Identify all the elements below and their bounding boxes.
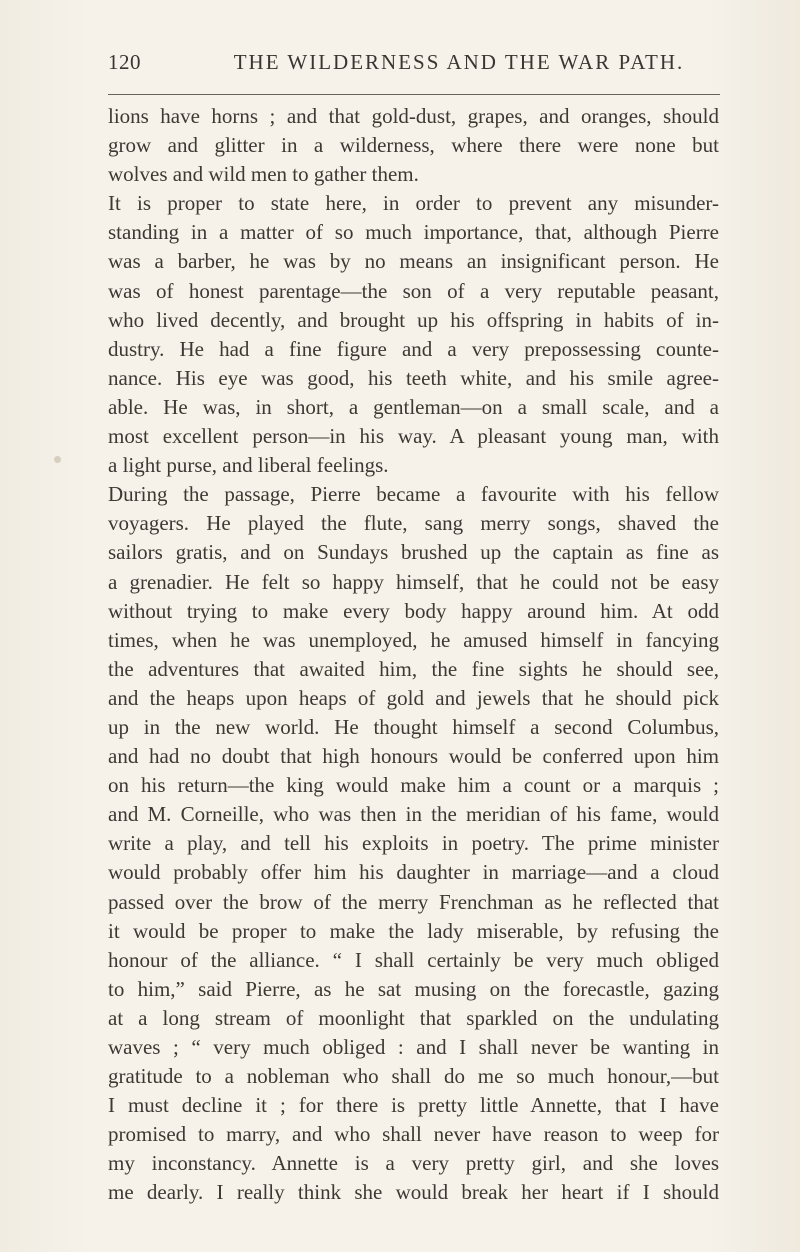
text-line: times, when he was unemployed, he amused himself in fancying [108, 627, 719, 652]
text-line: to him,” said Pierre, as he sat musing on the forecastle, gazing [108, 976, 719, 1001]
text-line: and had no doubt that high honours would be conferred upon him [108, 744, 719, 769]
text-line: honour of the alliance. “ I shall certainly be very much obliged [108, 947, 719, 972]
text-line: lions have horns ; and that gold-dust, grapes, and oranges, should [108, 104, 719, 128]
text-line: my inconstancy. Annette is a very pretty girl, and she loves [108, 1151, 719, 1176]
text-line: waves ; “ very much obliged : and I shall never be wanting in [108, 1035, 719, 1059]
text-line: promised to marry, and who shall never have reason to weep for [108, 1122, 719, 1147]
text-line: nance. His eye was good, his teeth white, and his smile agree- [108, 365, 719, 390]
text-line: a light purse, and liberal feelings. [108, 453, 389, 478]
text-line: able. He was, in short, a gentleman—on a small scale, and a [108, 394, 719, 419]
text-line: voyagers. He played the flute, sang merry songs, shaved the [108, 511, 719, 536]
text-line: wolves and wild men to gather them. [108, 162, 419, 187]
text-line: most excellent person—in his way. A pleasant young man, with [108, 424, 719, 449]
text-line: passed over the brow of the merry Frenchman as he reflected that [108, 889, 719, 914]
header-rule [108, 94, 720, 95]
page-header [108, 50, 720, 90]
text-line: sailors gratis, and on Sundays brushed up the captain as fine as [108, 540, 719, 565]
text-line: at a long stream of moonlight that sparkled on the undulating [108, 1005, 719, 1030]
text-line: was of honest parentage—the son of a very reputable peasant, [108, 278, 719, 303]
page-number: 120 [108, 50, 141, 74]
text-line: It is proper to state here, in order to prevent any misunder- [108, 191, 719, 216]
text-line: without trying to make every body happy around him. At odd [108, 598, 719, 623]
text-line: gratitude to a nobleman who shall do me so much honour,—but [108, 1064, 719, 1089]
text-line: a grenadier. He felt so happy himself, that he could not be easy [108, 569, 719, 594]
text-line: who lived decently, and brought up his offspring in habits of in- [108, 307, 719, 332]
text-line: it would be proper to make the lady miserable, by refusing the [108, 918, 719, 943]
body-text [108, 102, 719, 1208]
text-line: dustry. He had a fine figure and a very prepossessing counte- [108, 336, 719, 361]
text-line: me dearly. I really think she would break her heart if I should [108, 1180, 719, 1205]
text-line: I must decline it ; for there is pretty little Annette, that I have [108, 1093, 719, 1118]
text-line: During the passage, Pierre became a favourite with his fellow [108, 482, 719, 507]
text-line: was a barber, he was by no means an insignificant person. He [108, 249, 719, 274]
text-line: write a play, and tell his exploits in poetry. The prime minister [108, 831, 719, 856]
text-line: would probably offer him his daughter in marriage—and a cloud [108, 860, 719, 885]
paper-spot [54, 456, 61, 463]
text-line: on his return—the king would make him a count or a marquis ; [108, 773, 719, 798]
text-line: and M. Corneille, who was then in the meridian of his fame, would [108, 802, 719, 827]
running-title: THE WILDERNESS AND THE WAR PATH. [233, 50, 685, 74]
text-line: and the heaps upon heaps of gold and jewels that he should pick [108, 685, 719, 710]
text-line: up in the new world. He thought himself a second Columbus, [108, 714, 719, 739]
text-line: standing in a matter of so much importance, that, although Pierre [108, 220, 719, 245]
text-line: the adventures that awaited him, the fine sights he should see, [108, 656, 719, 681]
text-line: grow and glitter in a wilderness, where there were none but [108, 133, 719, 158]
